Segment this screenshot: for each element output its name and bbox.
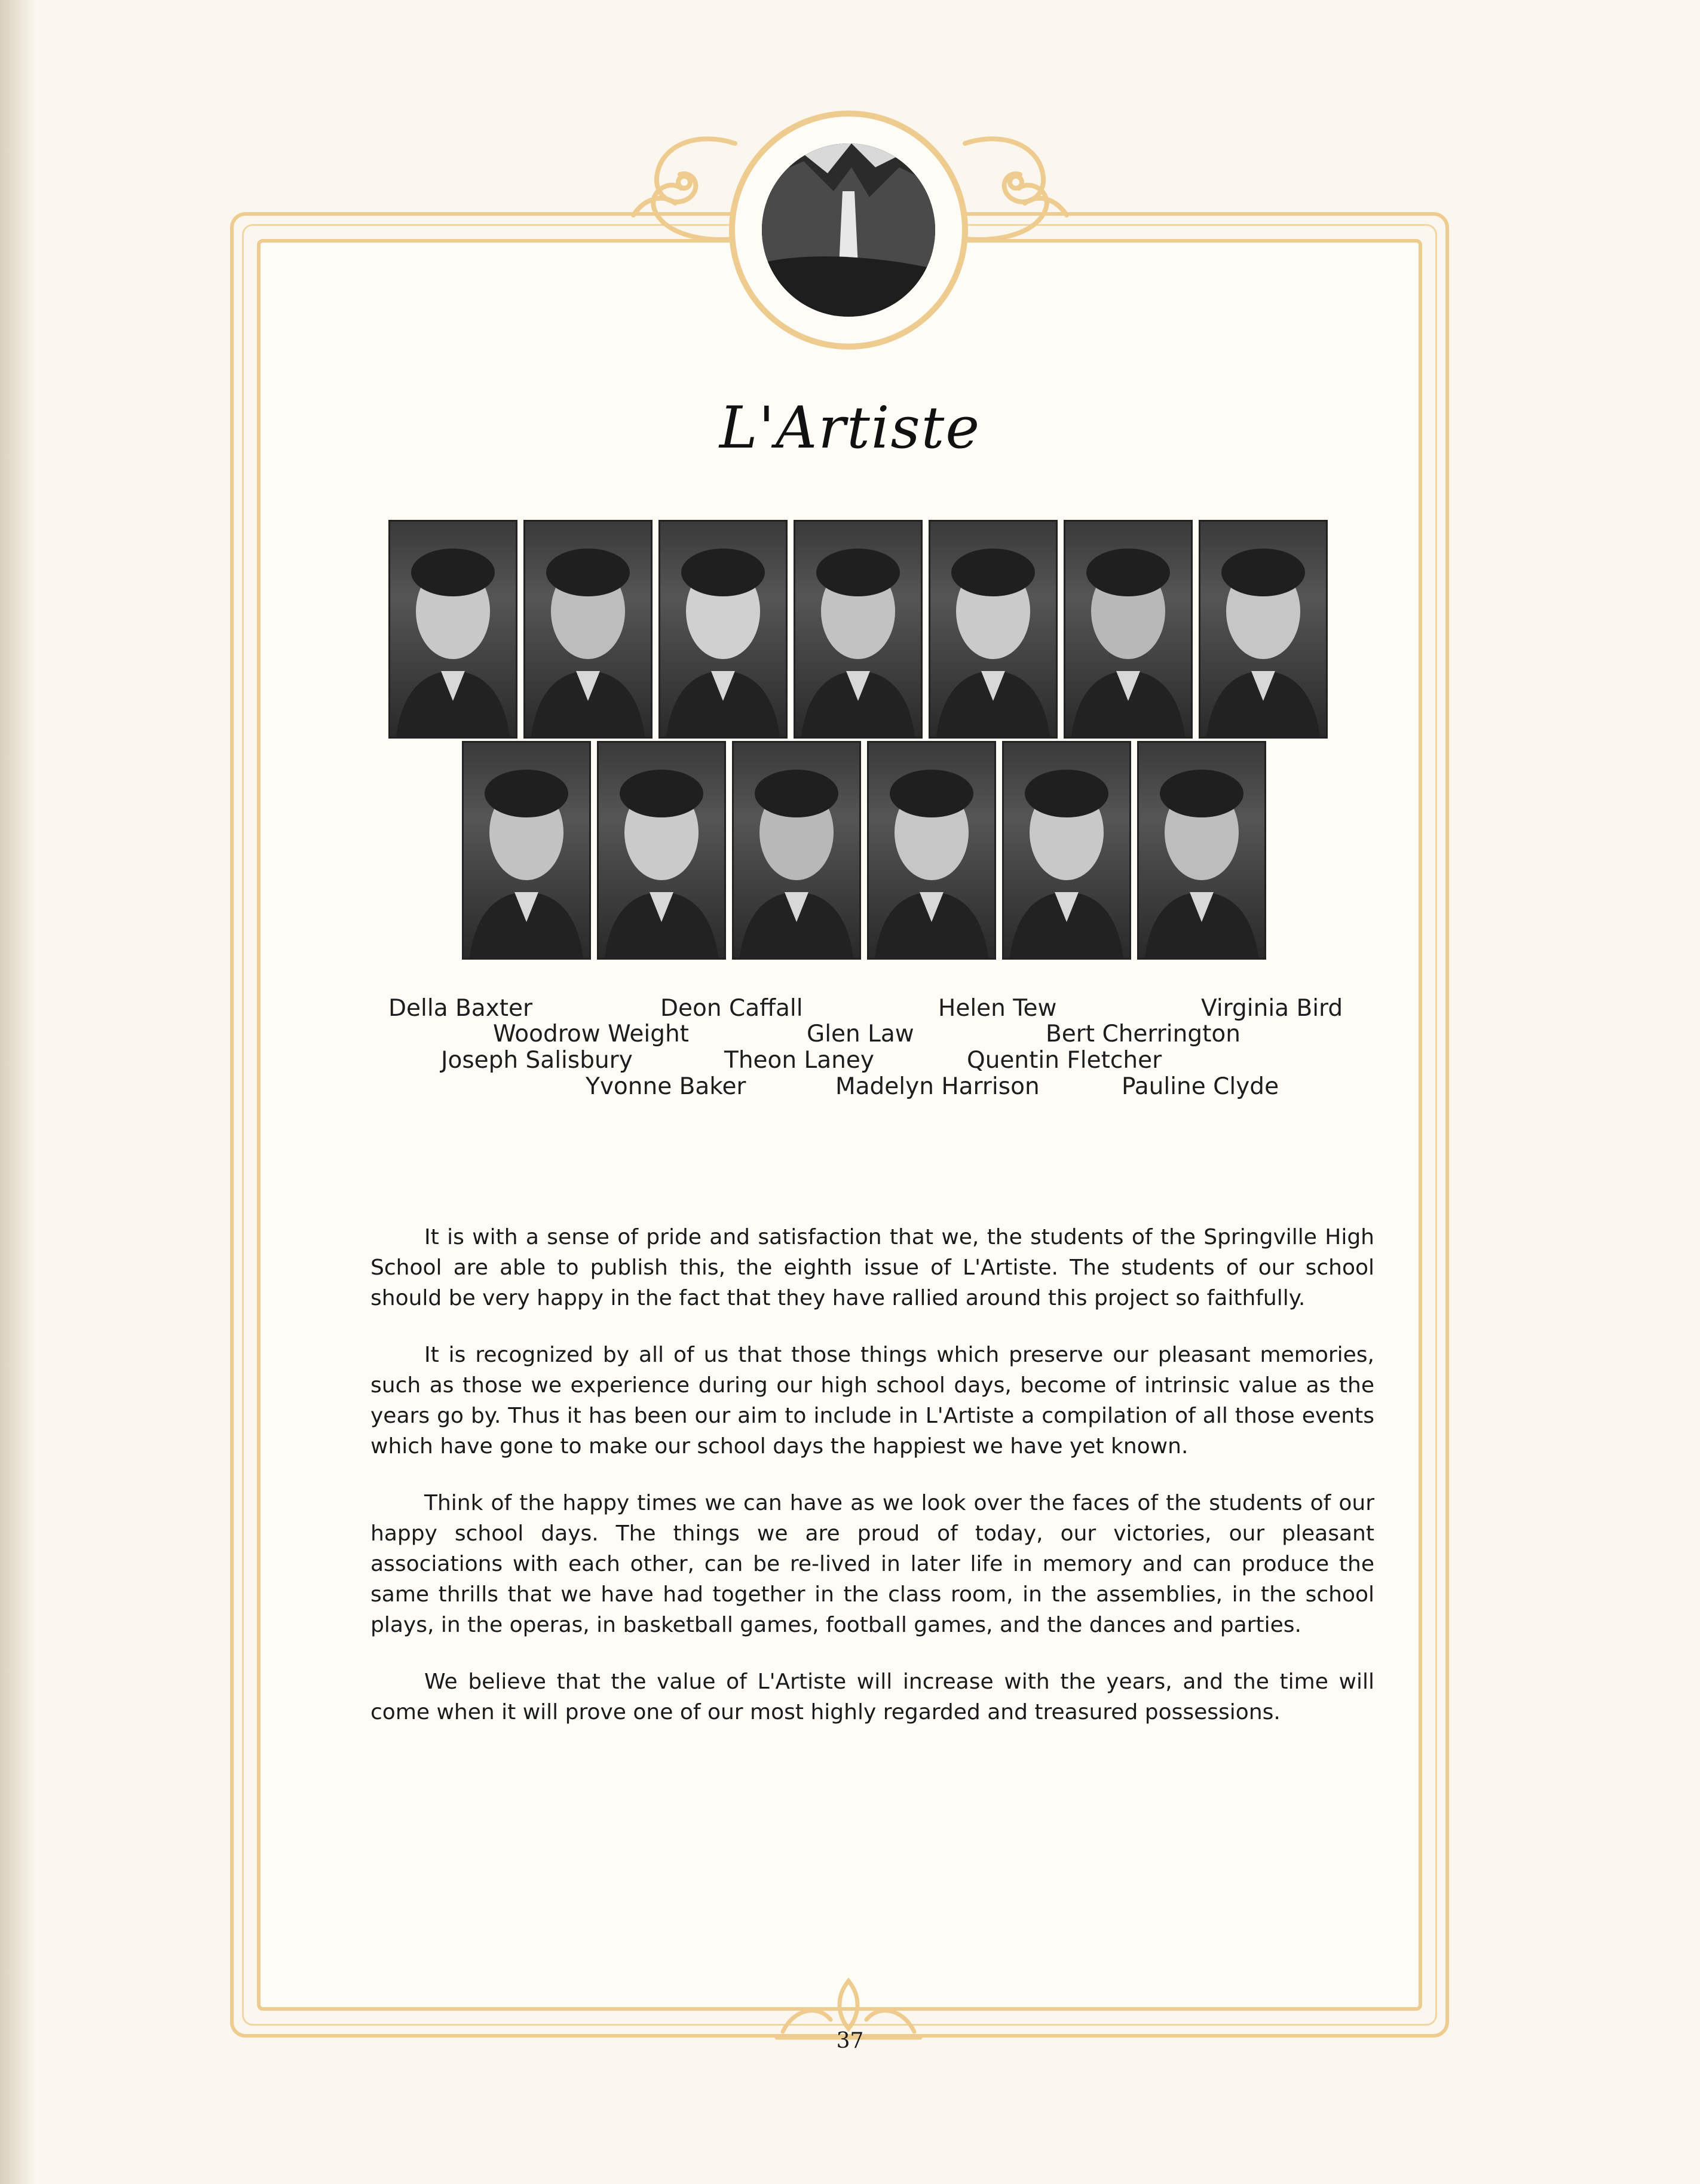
portrait-photo	[732, 741, 861, 960]
binding-shadow	[0, 0, 36, 2184]
paragraph-4: We believe that the value of L'Artiste will increase with the years, and the time will come when it will prove one of our most highly regarded and treasured possessions.	[370, 1670, 1374, 1724]
portrait-photo	[794, 520, 923, 739]
right-scroll-ornament	[959, 120, 1079, 251]
caption-name: Helen Tew	[938, 995, 1057, 1022]
caption-name: Theon Laney	[724, 1047, 874, 1074]
page-number: 37	[836, 2029, 864, 2053]
caption-name: Bert Cherrington	[1046, 1021, 1240, 1047]
portrait-photo	[388, 520, 517, 739]
portrait-photo	[597, 741, 726, 960]
paragraph-2: It is recognized by all of us that those things which preserve our pleasant memories, such as those we experience during our high school days, become of intrinsic value as the years go by. Thus it has been our aim to include in L'Artiste a compilation of all those events which have gone to make our school days the happiest we have yet known.	[370, 1343, 1374, 1459]
left-scroll-ornament	[621, 120, 741, 251]
caption-name: Virginia Bird	[1201, 995, 1343, 1022]
portrait-photo	[1137, 741, 1266, 960]
portrait-photo	[658, 520, 788, 739]
body-text	[370, 1222, 1374, 1754]
caption-name: Madelyn Harrison	[835, 1073, 1040, 1100]
caption-name: Deon Caffall	[660, 995, 803, 1022]
portrait-photo	[1064, 520, 1193, 739]
caption-name: Glen Law	[807, 1021, 914, 1047]
portrait-photo	[1002, 741, 1131, 960]
paragraph-3: Think of the happy times we can have as we look over the faces of the students of our happy school days. The things we are proud of today, our victories, our pleasant associations with each other, can be re-lived in later life in memory and can produce the same thrills that we have had together in the class room, in the assemblies, in the school plays, in the operas, in basketball games, football games, and the dances and parties.	[370, 1491, 1374, 1637]
paragraph-1: It is with a sense of pride and satisfaction that we, the students of the Springville High School are able to publish this, the eighth issue of L'Artiste. The students of our school should be very happy in the fact that they have rallied around this project so faithfully.	[370, 1225, 1374, 1310]
page-title: L'Artiste	[719, 394, 981, 461]
portrait-photo	[929, 520, 1058, 739]
caption-name: Pauline Clyde	[1122, 1073, 1279, 1100]
waterfall-photo	[762, 143, 935, 317]
portrait-photo	[462, 741, 591, 960]
caption-name: Della Baxter	[388, 995, 533, 1022]
portrait-photo	[523, 520, 653, 739]
portrait-photo	[1199, 520, 1328, 739]
caption-name: Joseph Salisbury	[441, 1047, 633, 1074]
caption-name: Quentin Fletcher	[967, 1047, 1162, 1074]
portrait-photo	[867, 741, 996, 960]
waterfall-illustration	[762, 143, 935, 317]
caption-name: Yvonne Baker	[586, 1073, 746, 1100]
caption-name: Woodrow Weight	[493, 1021, 689, 1047]
